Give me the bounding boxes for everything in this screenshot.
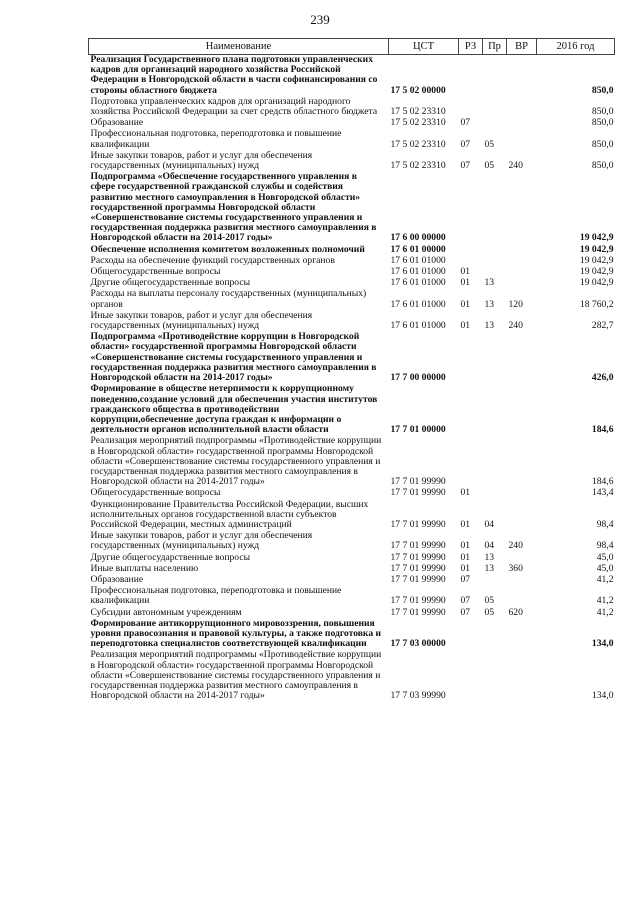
row-vr — [507, 172, 537, 244]
row-pr — [483, 332, 507, 384]
row-rz — [459, 332, 483, 384]
row-sum: 19 042,9 — [579, 232, 614, 244]
row-rz: 01 — [460, 320, 471, 332]
row-pr: 05 — [484, 160, 495, 172]
row-cst: 17 5 02 00000 — [390, 84, 446, 96]
row-cst: 17 6 01 00000 — [390, 243, 446, 255]
row-name: Подготовка управленческих кадров для организаций народного хозяйства Российской Федерации за счет средств областного бюджета — [90, 95, 378, 118]
row-sum: 184,6 — [591, 424, 614, 436]
row-sum: 41,2 — [596, 573, 614, 585]
row-rz: 07 — [460, 595, 471, 607]
row-cst: 17 5 02 23310 — [390, 138, 446, 150]
row-rz: 01 — [460, 540, 471, 552]
row-name: Реализация мероприятий подпрограммы «Противодействие коррупции в Новгородской области» государственной программы Новгородской области «Совершенствование системы государственного управления и государственная поддержка развития местного самоуправления в Новгородской области на 2014-2017 годы» — [90, 649, 382, 702]
row-cst: 17 6 01 01000 — [390, 266, 446, 278]
row-cst: 17 7 01 99990 — [390, 573, 446, 585]
row-pr — [483, 256, 507, 267]
row-vr — [507, 278, 537, 289]
table-row — [89, 619, 615, 651]
row-vr: 240 — [508, 320, 523, 332]
row-name: Иные закупки товаров, работ и услуг для обеспечения государственных (муниципальных) нужд — [90, 149, 313, 172]
table-body — [89, 55, 615, 703]
row-name: Реализация мероприятий подпрограммы «Противодействие коррупции в Новгородской области» государственной программы Новгородской области «Совершенствование системы государственного управления и государственная поддержка развития местного самоуправления в Новгородской области на 2014-2017 годы» — [90, 435, 382, 488]
table-row — [89, 55, 615, 97]
row-vr: 120 — [508, 298, 523, 310]
row-pr — [483, 488, 507, 499]
row-sum: 134,0 — [591, 690, 614, 702]
row-name: Реализация Государственного плана подготовки управленческих кадров для организаций народного хозяйства Российской Федерации в Новгородской области в части софинансирования со стороны областного бюджета — [90, 54, 378, 96]
header-rz: РЗ — [459, 39, 483, 55]
row-sum: 18 760,2 — [579, 298, 614, 310]
row-rz — [459, 55, 483, 97]
row-rz: 01 — [460, 298, 471, 310]
row-cst: 17 6 01 01000 — [390, 298, 446, 310]
row-cst: 17 7 01 99990 — [390, 518, 446, 530]
page-number: 239 — [310, 12, 330, 27]
row-name: Иные закупки товаров, работ и услуг для обеспечения государственных (муниципальных) нужд — [90, 309, 313, 332]
row-cst: 17 7 01 99990 — [390, 606, 446, 618]
row-sum: 41,2 — [596, 595, 614, 607]
row-cst: 17 5 02 23310 — [390, 160, 446, 172]
row-rz — [459, 172, 483, 244]
row-sum: 19 042,9 — [579, 266, 614, 278]
row-name: Иные выплаты населению — [90, 562, 199, 574]
table-row — [89, 384, 615, 436]
row-vr — [507, 488, 537, 499]
row-name: Общегосударственные вопросы — [90, 266, 221, 278]
row-sum: 19 042,9 — [579, 243, 614, 255]
row-rz: 01 — [460, 487, 471, 499]
row-pr — [483, 436, 507, 488]
row-pr — [483, 650, 507, 702]
row-cst: 17 7 01 99990 — [390, 487, 446, 499]
row-vr: 620 — [508, 606, 523, 618]
row-name: Функционирование Правительства Российской Федерации, высших исполнительных органов государственной власти субъектов Российской Федерации, местных администраций — [90, 498, 369, 530]
row-cst: 17 6 01 01000 — [390, 320, 446, 332]
row-vr — [507, 97, 537, 118]
table-row — [89, 500, 615, 532]
row-sum: 426,0 — [591, 372, 614, 384]
row-rz: 01 — [460, 551, 471, 563]
row-cst: 17 7 03 00000 — [390, 638, 446, 650]
row-vr — [507, 650, 537, 702]
row-cst: 17 7 01 99990 — [390, 595, 446, 607]
table-row — [89, 97, 615, 118]
row-name: Обеспечение исполнения комитетом возложенных полномочий — [90, 243, 365, 255]
row-rz: 07 — [460, 138, 471, 150]
table-row — [89, 650, 615, 702]
row-vr — [507, 129, 537, 150]
row-cst: 17 7 01 99990 — [390, 540, 446, 552]
row-sum: 850,0 — [591, 138, 614, 150]
row-sum: 143,4 — [591, 487, 614, 499]
row-name: Расходы на выплаты персоналу государственных (муниципальных) органов — [90, 288, 367, 310]
table-row — [89, 332, 615, 384]
table-row — [89, 436, 615, 488]
row-pr — [483, 245, 507, 256]
row-rz: 01 — [460, 518, 471, 530]
row-pr: 13 — [484, 277, 495, 289]
row-vr — [507, 384, 537, 436]
row-pr — [483, 55, 507, 97]
row-vr: 240 — [508, 540, 523, 552]
header-sum: 2016 год — [537, 39, 615, 55]
table-row — [89, 172, 615, 244]
row-vr — [507, 586, 537, 607]
row-name: Другие общегосударственные вопросы — [90, 551, 251, 563]
row-sum: 134,0 — [591, 638, 614, 650]
budget-table-container — [88, 38, 614, 702]
row-vr: 360 — [508, 562, 523, 574]
row-rz — [459, 436, 483, 488]
row-pr — [483, 384, 507, 436]
row-vr — [507, 332, 537, 384]
row-pr: 13 — [484, 551, 495, 563]
row-rz — [459, 650, 483, 702]
row-pr: 13 — [484, 562, 495, 574]
row-vr — [507, 575, 537, 586]
row-name: Общегосударственные вопросы — [90, 487, 221, 499]
row-sum: 45,0 — [596, 562, 614, 574]
row-sum: 45,0 — [596, 551, 614, 563]
row-pr: 05 — [484, 595, 495, 607]
budget-table — [88, 38, 615, 702]
row-rz: 07 — [460, 573, 471, 585]
row-cst: 17 5 02 23310 — [390, 106, 446, 118]
row-sum: 282,7 — [591, 320, 614, 332]
row-vr — [507, 118, 537, 129]
row-vr — [507, 619, 537, 651]
row-name: Образование — [90, 117, 144, 129]
row-name: Расходы на обеспечение функций государственных органов — [90, 254, 335, 266]
row-sum: 19 042,9 — [579, 277, 614, 289]
row-name: Профессиональная подготовка, переподготовка и повышение квалификации — [90, 585, 342, 607]
row-sum: 98,4 — [596, 518, 614, 530]
row-name: Формирование антикоррупционного мировоззрения, повышения уровня правосознания и правовой культуры, а также подготовка и переподготовка специалистов соответствующей квалификации — [90, 617, 382, 650]
row-cst: 17 7 01 99990 — [390, 476, 446, 488]
row-rz — [459, 97, 483, 118]
row-rz: 07 — [460, 606, 471, 618]
row-sum: 850,0 — [591, 160, 614, 172]
row-pr — [483, 619, 507, 651]
row-pr — [483, 172, 507, 244]
row-vr — [507, 256, 537, 267]
table-row — [89, 289, 615, 310]
row-vr — [507, 55, 537, 97]
row-name: Формирование в обществе нетерпимости к коррупционному поведению,создание условий для обеспечения участия институтов гражданского общества в противодействии коррупции,обеспечение доступа граждан к информации о деятельности органов исполнительной власти области — [90, 383, 378, 436]
table-row — [89, 564, 615, 575]
row-sum: 41,2 — [596, 606, 614, 618]
row-rz: 01 — [460, 266, 471, 278]
row-rz — [459, 245, 483, 256]
row-sum: 850,0 — [591, 84, 614, 96]
row-name: Подпрограмма «Обеспечение государственного управления в сфере государственной гражданской службы и содействия развитию местного самоуправления в Новгородской области» государственной программы Новгородской области «Совершенствование системы государственного управления и государственная поддержка развития местного самоуправления в Новгородской области на 2014-2017 годы» — [90, 171, 377, 244]
header-pr: Пр — [483, 39, 507, 55]
row-name: Иные закупки товаров, работ и услуг для обеспечения государственных (муниципальных) нужд — [90, 530, 313, 552]
table-row — [89, 531, 615, 552]
row-vr — [507, 245, 537, 256]
row-rz — [459, 384, 483, 436]
row-name: Подпрограмма «Противодействие коррупции в Новгородской области» государственной программы Новгородской области «Совершенствование системы государственного управления и государственная поддержка развития местного самоуправления в Новгородской области на 2014-2017 годы» — [90, 331, 377, 384]
table-row — [89, 488, 615, 499]
row-pr — [483, 97, 507, 118]
row-cst: 17 7 01 99990 — [390, 562, 446, 574]
row-sum: 98,4 — [596, 540, 614, 552]
header-vr: ВР — [507, 39, 537, 55]
table-row — [89, 129, 615, 150]
table-row — [89, 586, 615, 607]
row-sum: 19 042,9 — [579, 254, 614, 266]
table-row — [89, 311, 615, 332]
row-rz: 01 — [460, 277, 471, 289]
row-cst: 17 7 01 00000 — [390, 424, 446, 436]
row-cst: 17 5 02 23310 — [390, 117, 446, 129]
row-cst: 17 6 01 01000 — [390, 254, 446, 266]
row-name: Образование — [90, 573, 144, 585]
row-vr — [507, 500, 537, 532]
row-vr — [507, 436, 537, 488]
row-cst: 17 6 00 00000 — [390, 232, 446, 244]
row-sum: 184,6 — [591, 476, 614, 488]
row-name: Субсидии автономным учреждениям — [90, 606, 242, 618]
row-pr — [483, 118, 507, 129]
row-rz — [459, 619, 483, 651]
row-vr — [507, 267, 537, 278]
row-cst: 17 6 01 01000 — [390, 277, 446, 289]
row-pr: 04 — [484, 518, 495, 530]
row-cst: 17 7 00 00000 — [390, 372, 446, 384]
row-pr: 13 — [484, 298, 495, 310]
row-sum: 850,0 — [591, 106, 614, 118]
row-pr: 13 — [484, 320, 495, 332]
row-sum: 850,0 — [591, 117, 614, 129]
row-rz: 07 — [460, 160, 471, 172]
row-name: Профессиональная подготовка, переподготовка и повышение квалификации — [90, 128, 342, 150]
row-cst: 17 7 03 99990 — [390, 690, 446, 702]
row-cst: 17 7 01 99990 — [390, 551, 446, 563]
header-name: Наименование — [89, 39, 389, 55]
row-pr: 04 — [484, 540, 495, 552]
table-header-row — [89, 39, 615, 55]
row-rz: 01 — [460, 562, 471, 574]
row-pr — [483, 575, 507, 586]
row-rz: 07 — [460, 117, 471, 129]
header-cst: ЦСТ — [389, 39, 459, 55]
table-row — [89, 151, 615, 172]
row-vr: 240 — [508, 160, 523, 172]
row-pr: 05 — [484, 606, 495, 618]
row-name: Другие общегосударственные вопросы — [90, 277, 251, 289]
row-pr: 05 — [484, 138, 495, 150]
